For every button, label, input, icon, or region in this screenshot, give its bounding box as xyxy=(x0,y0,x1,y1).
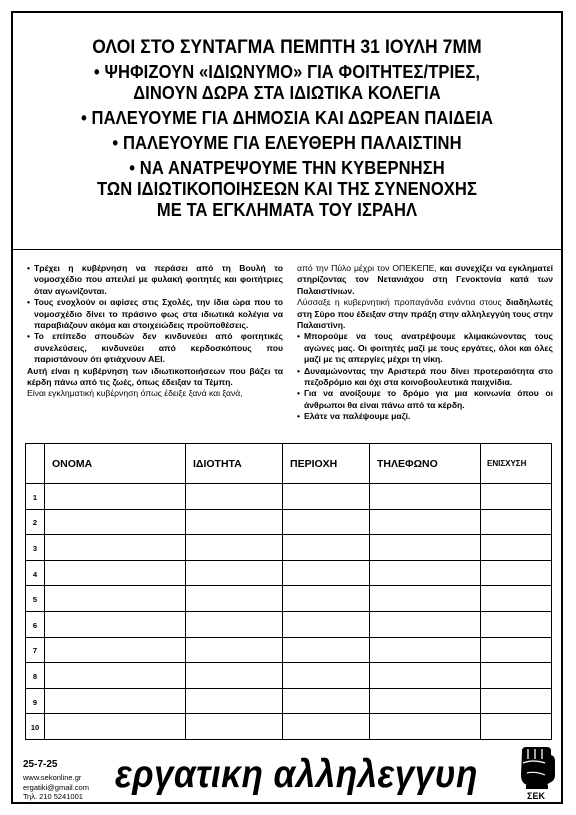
table-row xyxy=(26,663,552,689)
paragraph-mixed xyxy=(297,263,553,297)
name-cell[interactable] xyxy=(45,586,186,612)
phone-cell[interactable] xyxy=(370,484,481,510)
table-row xyxy=(26,560,552,586)
row-number: 8 xyxy=(26,663,45,689)
bullet-item: • Τους ενοχλούν οι αφίσες στις Σχολές, την ίδια ώρα που το νομοσχέδιο δίνει το πράσινο φως στα ιδιωτικά κολέγια να παραβιάζουν ακόμα και στοιχειώδεις προϋποθέσεις. xyxy=(27,297,283,331)
support-cell[interactable] xyxy=(481,509,552,535)
raised-fist-icon xyxy=(513,745,559,801)
name-cell[interactable] xyxy=(45,688,186,714)
phone-cell[interactable] xyxy=(370,611,481,637)
occupation-cell[interactable] xyxy=(186,688,283,714)
name-cell[interactable] xyxy=(45,663,186,689)
occupation-cell[interactable] xyxy=(186,611,283,637)
paragraph-mixed xyxy=(297,297,553,331)
support-cell[interactable] xyxy=(481,688,552,714)
name-cell[interactable] xyxy=(45,637,186,663)
name-cell[interactable] xyxy=(45,611,186,637)
occupation-cell[interactable] xyxy=(186,484,283,510)
occupation-cell[interactable] xyxy=(186,509,283,535)
bullet-item: • Τρέχει η κυβέρνηση να περάσει από τη Βουλή το νομοσχέδιο που απειλεί με φυλακή φοιτητές και φοιτήτριες όταν αγωνίζονται. xyxy=(27,263,283,297)
row-number: 5 xyxy=(26,586,45,612)
occupation-cell[interactable] xyxy=(186,637,283,663)
text-bold: διαδηλωτές στη Σύρο που έδειξαν στην πράξη στην αλληλεγγύη τους στην Παλαιστίνη. xyxy=(297,297,553,331)
area-cell[interactable] xyxy=(283,611,370,637)
support-cell[interactable] xyxy=(481,535,552,561)
area-cell[interactable] xyxy=(283,663,370,689)
support-cell[interactable] xyxy=(481,484,552,510)
header-phone: ΤΗΛΕΦΩΝΟ xyxy=(370,444,481,484)
petition-sheet xyxy=(11,11,563,804)
support-cell[interactable] xyxy=(481,637,552,663)
body-text xyxy=(25,263,553,445)
header-name: ΟΝΟΜΑ xyxy=(45,444,186,484)
contact-info xyxy=(23,773,89,802)
row-number: 6 xyxy=(26,611,45,637)
table-row xyxy=(26,586,552,612)
header-occupation: ΙΔΙΟΤΗΤΑ xyxy=(186,444,283,484)
area-cell[interactable] xyxy=(283,637,370,663)
occupation-cell[interactable] xyxy=(186,560,283,586)
bullet-item: • Το επίπεδο σπουδών δεν κινδυνεύει από φοιτητικές συνελεύσεις, κινδυνεύει από κερδοσκόπους που παριστάνουν ότι φτιάχνουν ΑΕΙ. xyxy=(27,331,283,365)
row-number: 2 xyxy=(26,509,45,535)
headline-line: • ΠΑΛΕΥΟΥΜΕ ΓΙΑ ΔΗΜΟΣΙΑ ΚΑΙ ΔΩΡΕΑΝ ΠΑΙΔΕΙΑ xyxy=(80,108,494,128)
header-support: ΕΝΙΣΧΥΣΗ xyxy=(481,444,552,484)
text-bold: και συνεχίζει να εγκληματεί στηρίζοντας τον Νετανιάχου στη Γενοκτονία κατά των Παλαιστίνιων. xyxy=(297,263,554,296)
table-row xyxy=(26,637,552,663)
header-number xyxy=(26,444,45,484)
area-cell[interactable] xyxy=(283,586,370,612)
occupation-cell[interactable] xyxy=(186,663,283,689)
phone-cell[interactable] xyxy=(370,663,481,689)
row-number: 4 xyxy=(26,560,45,586)
signature-table xyxy=(25,443,552,740)
name-cell[interactable] xyxy=(45,484,186,510)
name-cell[interactable] xyxy=(45,714,186,740)
headline-line: • ΨΗΦΙΖΟΥΝ «ΙΔΙΩΝΥΜΟ» ΓΙΑ ΦΟΙΤΗΤΕΣ/ΤΡΙΕΣ, xyxy=(93,62,481,82)
newspaper-brand: εργατικη αλληλεγγυη xyxy=(115,753,478,796)
support-cell[interactable] xyxy=(481,714,552,740)
bullet-item: • Για να ανοίξουμε το δρόμο για μια κοινωνία όπου οι άνθρωποι θα είναι πάνω από τα κέρδη. xyxy=(297,388,553,411)
headline-title: ΟΛΟΙ ΣΤΟ ΣΥΝΤΑΓΜΑ ΠΕΜΠΤΗ 31 ΙΟΥΛΗ 7ΜΜ xyxy=(92,37,482,58)
row-number: 1 xyxy=(26,484,45,510)
headline-line: • ΠΑΛΕΥΟΥΜΕ ΓΙΑ ΕΛΕΥΘΕΡΗ ΠΑΛΑΙΣΤΙΝΗ xyxy=(112,133,462,153)
area-cell[interactable] xyxy=(283,560,370,586)
website-link[interactable]: www.sekonline.gr xyxy=(23,773,82,782)
name-cell[interactable] xyxy=(45,535,186,561)
area-cell[interactable] xyxy=(283,688,370,714)
table-row xyxy=(26,509,552,535)
headline-line: ΔΙΝΟΥΝ ΔΩΡΑ ΣΤΑ ΙΔΙΩΤΙΚΑ ΚΟΛΕΓΙΑ xyxy=(133,83,441,103)
occupation-cell[interactable] xyxy=(186,535,283,561)
headline-line: • ΝΑ ΑΝΑΤΡΕΨΟΥΜΕ ΤΗΝ ΚΥΒΕΡΝΗΣΗ xyxy=(129,158,445,178)
area-cell[interactable] xyxy=(283,509,370,535)
headline-line: ΤΩΝ ΙΔΙΩΤΙΚΟΠΟΙΗΣΕΩΝ ΚΑΙ ΤΗΣ ΣΥΝΕΝΟΧΗΣ xyxy=(96,179,478,199)
table-row xyxy=(26,688,552,714)
body-column-right xyxy=(297,263,553,423)
logo-label: ΣΕΚ xyxy=(527,791,545,801)
text-plain: από την Πύλο μέχρι τον ΟΠΕΚΕΠΕ, xyxy=(297,263,437,273)
table-header-row xyxy=(26,444,552,484)
phone-cell[interactable] xyxy=(370,509,481,535)
phone-number: Τηλ. 210 5241001 xyxy=(23,792,83,802)
header-divider xyxy=(13,249,561,250)
table-row xyxy=(26,484,552,510)
row-number: 7 xyxy=(26,637,45,663)
header-area: ΠΕΡΙΟΧΗ xyxy=(283,444,370,484)
phone-cell[interactable] xyxy=(370,714,481,740)
footer xyxy=(13,755,561,803)
paragraph-plain: Είναι εγκληματική κυβέρνηση όπως έδειξε ξανά και ξανά, xyxy=(27,388,243,399)
support-cell[interactable] xyxy=(481,611,552,637)
bullet-item: • Μπορούμε να τους ανατρέψουμε κλιμακώνοντας τους αγώνες μας. Οι φοιτητές μαζί με τους εργάτες, όλοι και όλες μαζί με τις απεργίες μέχρι τη νίκη. xyxy=(297,331,553,365)
bullet-item: • Δυναμώνοντας την Αριστερά που δίνει προτεραιότητα στο πεζοδρόμιο και όχι στα κοινοβουλευτικά παιχνίδια. xyxy=(297,366,553,389)
table-row xyxy=(26,611,552,637)
table-row xyxy=(26,535,552,561)
headline-line: ΜΕ ΤΑ ΕΓΚΛΗΜΑΤΑ ΤΟΥ ΙΣΡΑΗΛ xyxy=(156,200,418,220)
table-row xyxy=(26,714,552,740)
email-link[interactable]: ergatiki@gmail.com xyxy=(23,782,89,792)
name-cell[interactable] xyxy=(45,509,186,535)
support-cell[interactable] xyxy=(481,663,552,689)
row-number: 10 xyxy=(26,714,45,740)
phone-cell[interactable] xyxy=(370,586,481,612)
issue-date: 25-7-25 xyxy=(23,759,58,770)
area-cell[interactable] xyxy=(283,714,370,740)
support-cell[interactable] xyxy=(481,586,552,612)
support-cell[interactable] xyxy=(481,560,552,586)
phone-cell[interactable] xyxy=(370,637,481,663)
row-number: 9 xyxy=(26,688,45,714)
paragraph-bold: Αυτή είναι η κυβέρνηση των ιδιωτικοποιήσεων που βάζει τα κέρδη πάνω από τις ζωές, όπως έδειξαν τα Τέμπη. xyxy=(27,365,283,388)
area-cell[interactable] xyxy=(283,535,370,561)
phone-cell[interactable] xyxy=(370,535,481,561)
area-cell[interactable] xyxy=(283,484,370,510)
occupation-cell[interactable] xyxy=(186,714,283,740)
text-plain: Λύσσαξε η κυβερνητική προπαγάνδα ενάντια στους xyxy=(297,297,502,308)
phone-cell[interactable] xyxy=(370,688,481,714)
row-number: 3 xyxy=(26,535,45,561)
headline-block xyxy=(13,37,561,221)
bullet-item: • Ελάτε να παλέψουμε μαζί. xyxy=(297,411,553,422)
phone-cell[interactable] xyxy=(370,560,481,586)
name-cell[interactable] xyxy=(45,560,186,586)
occupation-cell[interactable] xyxy=(186,586,283,612)
body-column-left xyxy=(27,263,283,400)
